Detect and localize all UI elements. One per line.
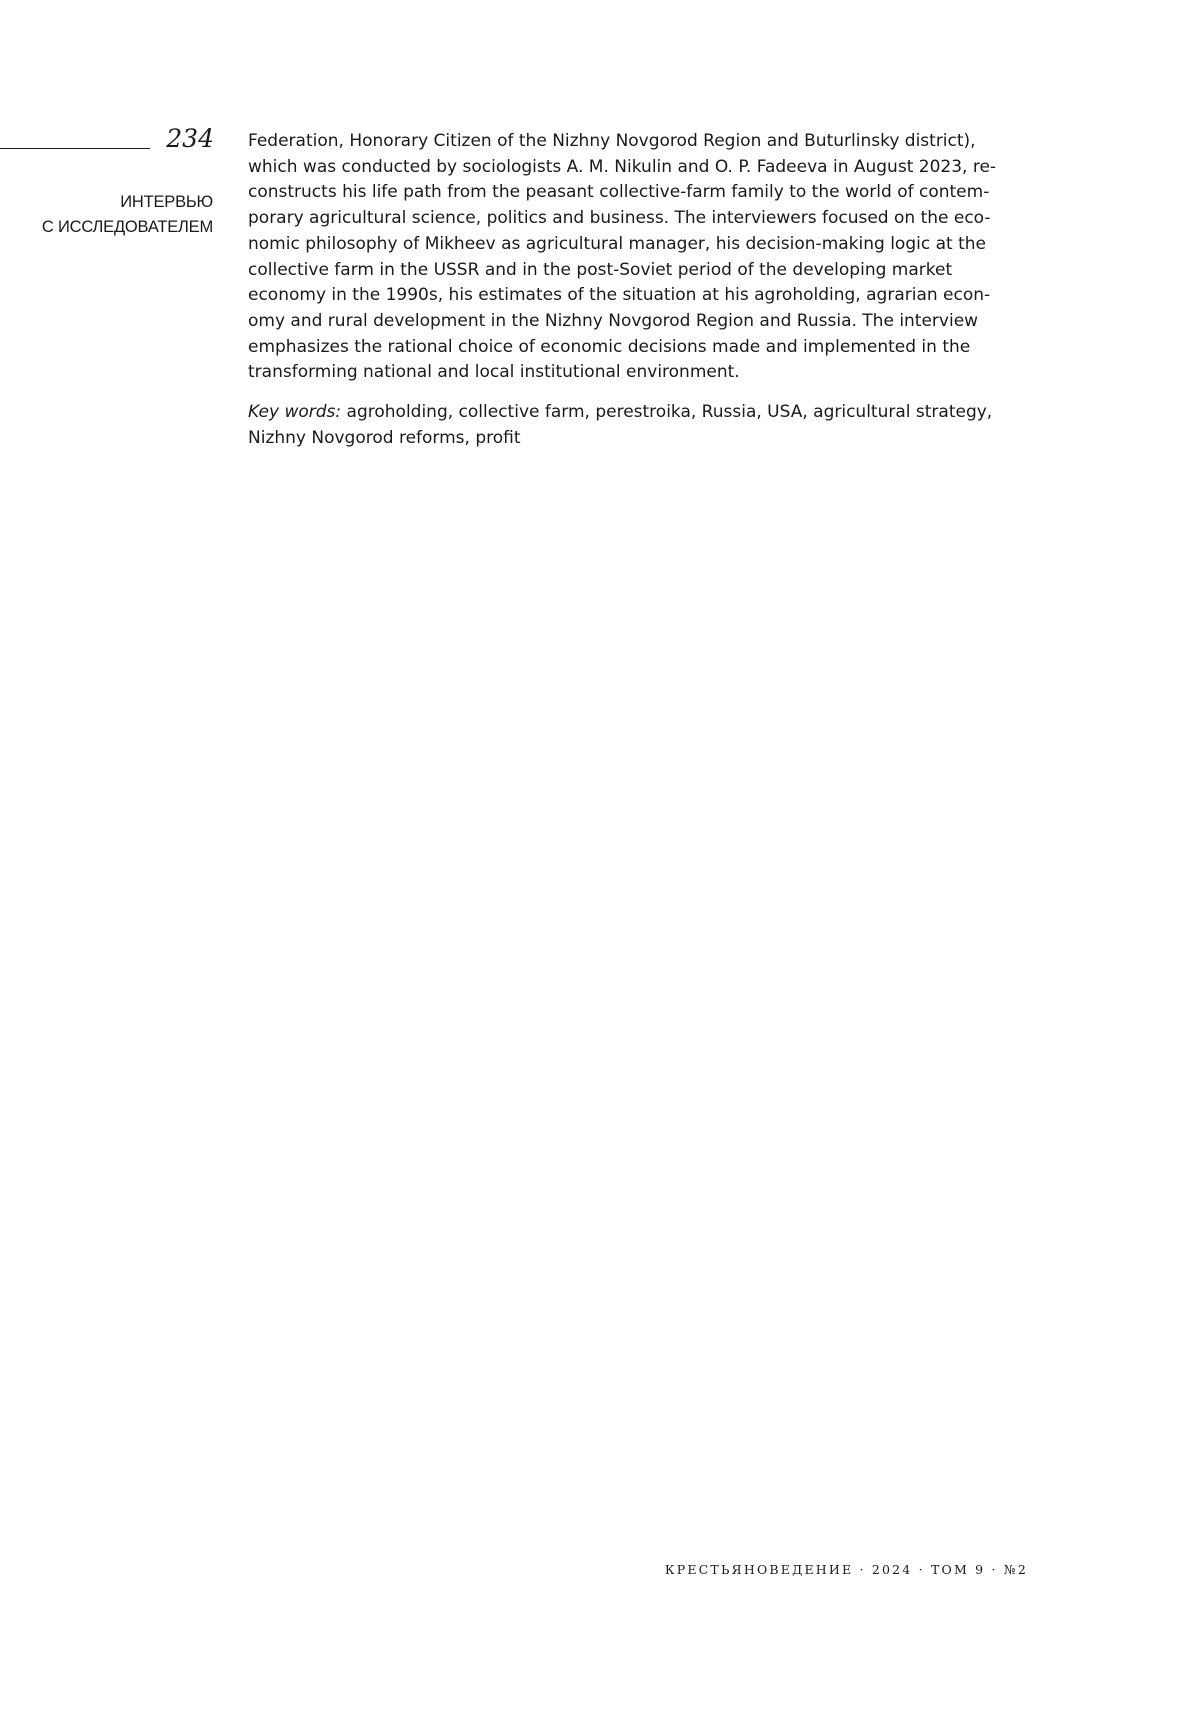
abstract-line: emphasizes the rational choice of economic decisions made and implemented in the bbox=[248, 336, 971, 357]
keywords-line-1 bbox=[248, 400, 1028, 426]
abstract-line: constructs his life path from the peasant collective-farm family to the world of contem- bbox=[248, 182, 990, 203]
abstract-text bbox=[248, 129, 1028, 386]
keywords-line-2: Nizhny Novgorod reforms, profit bbox=[248, 427, 521, 448]
abstract-line: omy and rural development in the Nizhny Novgorod Region and Russia. The interview bbox=[248, 310, 979, 331]
abstract-line: porary agricultural science, politics and business. The interviewers focused on the eco- bbox=[248, 208, 991, 229]
section-label-line-1: ИНТЕРВЬЮ bbox=[120, 193, 213, 211]
keywords-block bbox=[248, 400, 1028, 451]
abstract-line: economy in the 1990s, his estimates of the situation at his agroholding, agrarian econ- bbox=[248, 285, 991, 306]
abstract-line: Federation, Honorary Citizen of the Nizhny Novgorod Region and Buturlinsky district), bbox=[248, 131, 976, 151]
abstract-line: transforming national and local institutional environment. bbox=[248, 362, 740, 383]
page-number: 234 bbox=[166, 124, 214, 153]
page-number-rule bbox=[0, 148, 150, 149]
keywords-text-1: agroholding, collective farm, perestroika, Russia, USA, agricultural strategy, bbox=[341, 402, 993, 422]
abstract-line: which was conducted by sociologists A. M. Nikulin and O. P. Fadeeva in August 2023, re- bbox=[248, 156, 997, 177]
section-label bbox=[42, 190, 213, 240]
abstract-line: nomic philosophy of Mikheev as agricultural manager, his decision-making logic at the bbox=[248, 233, 986, 254]
journal-footer: КРЕСТЬЯНОВЕДЕНИЕ · 2024 · ТОМ 9 · №2 bbox=[664, 1562, 1028, 1577]
section-label-line-2: С ИССЛЕДОВАТЕЛЕМ bbox=[41, 218, 213, 236]
abstract-line: collective farm in the USSR and in the post-Soviet period of the developing market bbox=[248, 259, 953, 280]
keywords-label: Key words: bbox=[248, 402, 342, 422]
